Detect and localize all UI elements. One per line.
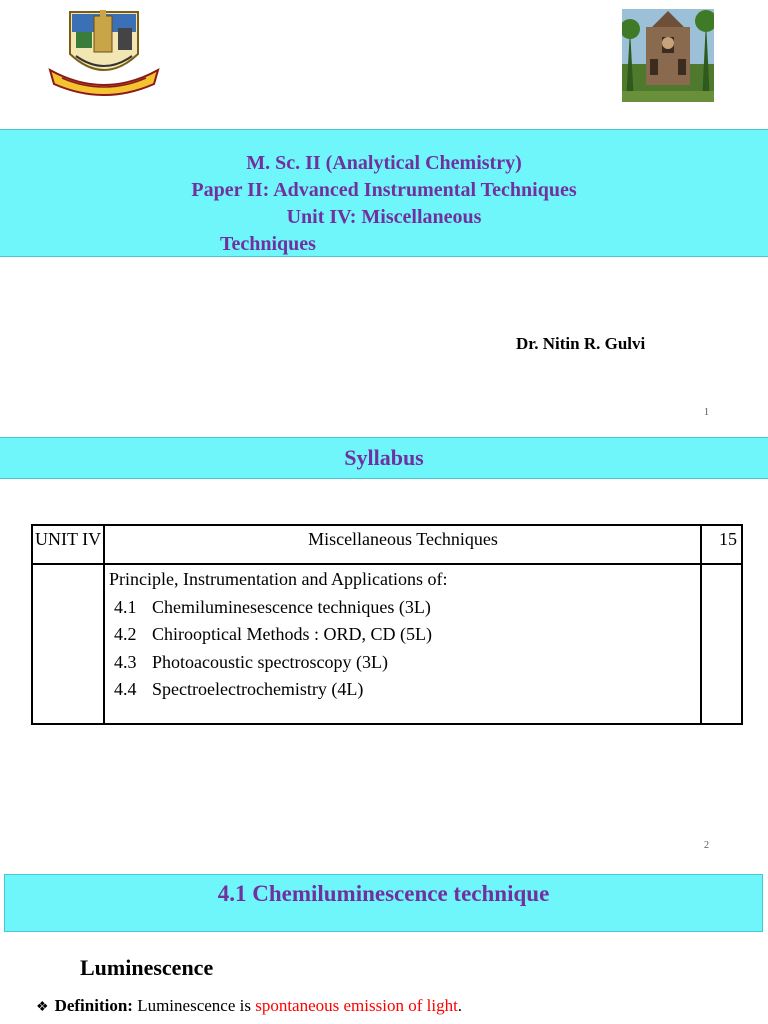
definition-line xyxy=(36,996,462,1016)
author-name: Dr. Nitin R. Gulvi xyxy=(516,334,646,353)
item-text: Photoacoustic spectroscopy (3L) xyxy=(152,651,388,672)
item-text: Chirooptical Methods : ORD, CD (5L) xyxy=(152,624,432,644)
list-item xyxy=(109,621,447,649)
table-divider xyxy=(700,526,702,723)
unit-title-cell: Miscellaneous Techniques xyxy=(308,529,498,549)
definition-text: Luminescence is xyxy=(137,996,256,1015)
paper-title: Paper II: Advanced Instrumental Techniques xyxy=(191,179,577,201)
hours-cell: 15 xyxy=(719,529,737,549)
item-number: 4.2 xyxy=(114,624,137,644)
title-banner xyxy=(0,129,768,257)
unit-cell: UNIT IV xyxy=(35,529,102,549)
diamond-bullet-icon: ❖ xyxy=(36,1000,49,1015)
syllabus-banner xyxy=(0,437,768,479)
unit-title-continued: Techniques xyxy=(220,233,316,255)
course-title: M. Sc. II (Analytical Chemistry) xyxy=(246,152,522,174)
definition-highlight: spontaneous emission of light xyxy=(255,996,458,1015)
unit-title: Unit IV: Miscellaneous xyxy=(286,206,482,228)
item-number: 4.1 xyxy=(114,596,137,617)
definition-label: Definition: xyxy=(54,996,133,1015)
section-banner xyxy=(4,874,763,932)
syllabus-contents xyxy=(109,566,447,704)
list-item xyxy=(109,649,447,677)
item-text: Chemiluminesescence techniques (3L) xyxy=(152,596,431,617)
page-number: 2 xyxy=(704,840,709,851)
item-number: 4.3 xyxy=(114,651,137,672)
item-text: Spectroelectrochemistry (4L) xyxy=(152,679,364,699)
item-number: 4.4 xyxy=(114,679,137,699)
page-number: 1 xyxy=(704,407,709,418)
syllabus-title: Syllabus xyxy=(344,445,424,470)
table-divider xyxy=(103,526,105,723)
university-logo xyxy=(48,6,160,96)
syllabus-intro: Principle, Instrumentation and Applications of: xyxy=(109,569,448,589)
table-header-divider xyxy=(33,563,741,565)
section-title: 4.1 Chemiluminescence technique xyxy=(217,881,550,906)
section-heading: Luminescence xyxy=(80,955,214,980)
syllabus-table xyxy=(31,524,743,725)
list-item xyxy=(109,594,447,622)
definition-end: . xyxy=(457,996,463,1015)
list-item xyxy=(109,676,447,704)
university-building-photo xyxy=(622,9,714,102)
